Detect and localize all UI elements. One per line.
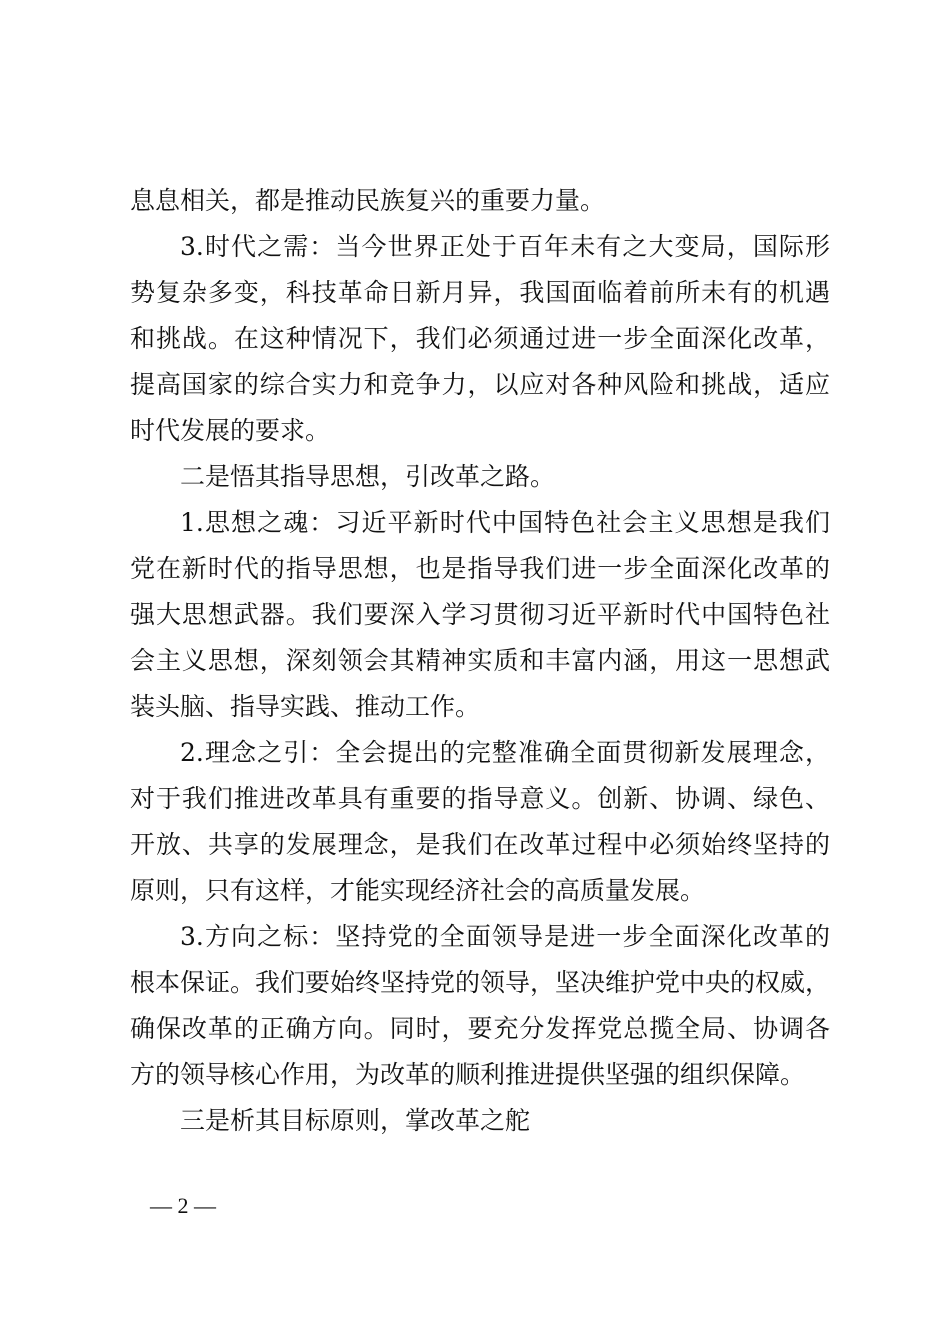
page-number: — 2 — — [150, 1193, 216, 1218]
text-line: 息息相关，都是推动民族复兴的重要力量。 — [130, 186, 606, 215]
text-line: 1.思想之魂：习近平新时代中国特色社会主义思想是我们 — [180, 508, 830, 537]
text-line: 势复杂多变，科技革命日新月异，我国面临着前所未有的机遇 — [130, 278, 830, 307]
text-line: 对于我们推进改革具有重要的指导意义。创新、协调、绿色、 — [130, 784, 830, 813]
text-line: 和挑战。在这种情况下，我们必须通过进一步全面深化改革， — [130, 324, 830, 353]
text-line: 3.方向之标：坚持党的全面领导是进一步全面深化改革的 — [180, 922, 830, 951]
text-line: 提高国家的综合实力和竞争力，以应对各种风险和挑战，适应 — [130, 370, 830, 399]
section-heading: 二是悟其指导思想，引改革之路。 — [180, 462, 556, 491]
section-heading: 三是析其目标原则，掌改革之舵 — [180, 1106, 531, 1135]
text-line: 开放、共享的发展理念，是我们在改革过程中必须始终坚持的 — [130, 830, 830, 859]
text-line: 装头脑、指导实践、推动工作。 — [130, 692, 481, 721]
text-line: 3.时代之需：当今世界正处于百年未有之大变局，国际形 — [180, 232, 830, 261]
text-line: 方的领导核心作用，为改革的顺利推进提供坚强的组织保障。 — [130, 1060, 806, 1089]
text-line: 会主义思想，深刻领会其精神实质和丰富内涵，用这一思想武 — [130, 646, 830, 675]
text-line: 强大思想武器。我们要深入学习贯彻习近平新时代中国特色社 — [130, 600, 830, 629]
text-line: 原则，只有这样，才能实现经济社会的高质量发展。 — [130, 876, 706, 905]
text-line: 党在新时代的指导思想，也是指导我们进一步全面深化改革的 — [130, 554, 830, 583]
text-line: 根本保证。我们要始终坚持党的领导，坚决维护党中央的权威， — [130, 968, 831, 997]
text-line: 2.理念之引：全会提出的完整准确全面贯彻新发展理念， — [180, 738, 830, 767]
text-line: 确保改革的正确方向。同时，要充分发挥党总揽全局、协调各 — [130, 1014, 830, 1043]
text-line: 时代发展的要求。 — [130, 416, 331, 445]
